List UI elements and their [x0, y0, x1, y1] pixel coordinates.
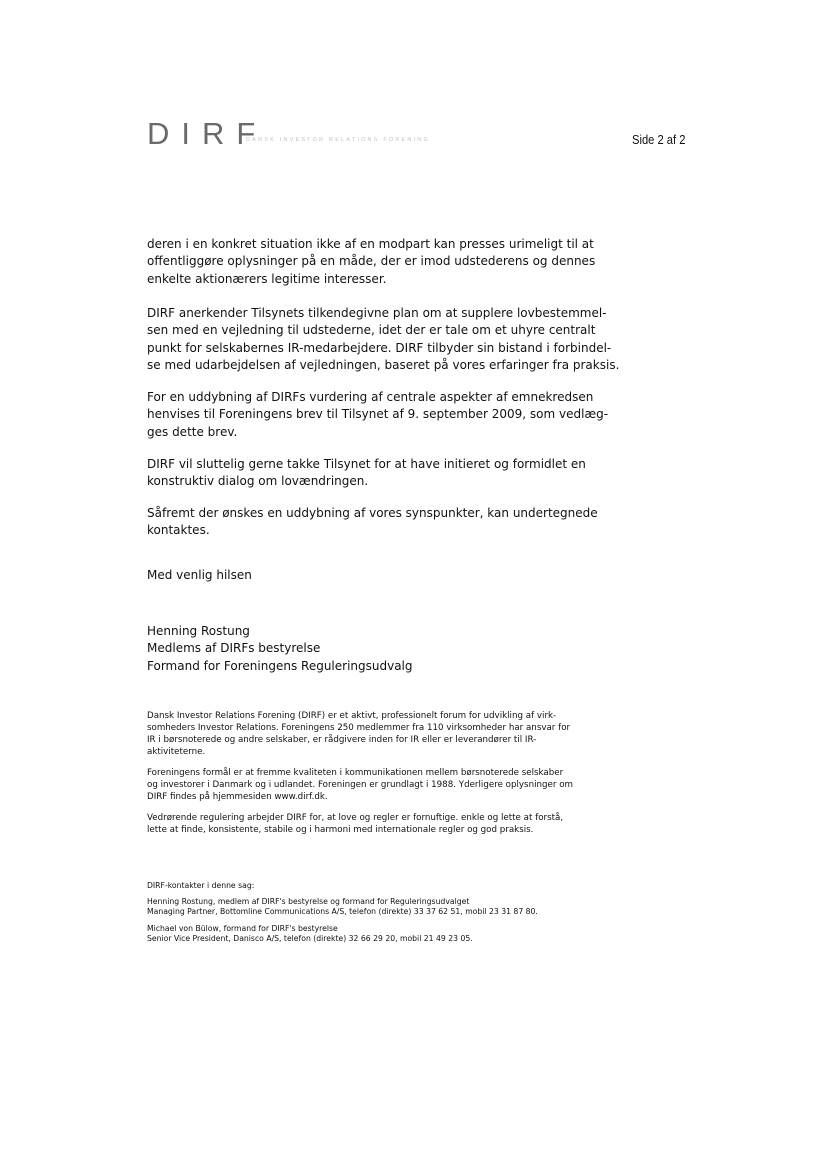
contact-entry: [147, 897, 538, 917]
body-line: Såfremt der ønskes en uddybning af vores synspunkter, kan undertegnede: [147, 506, 598, 520]
logo-text: DIRF: [147, 116, 268, 151]
body-line: konstruktiv dialog om lovændringen.: [147, 474, 369, 489]
body-line: kontaktes.: [147, 523, 210, 538]
logo-tagline: DANSK INVESTOR RELATIONS FORENING: [246, 137, 430, 143]
page-number: Side 2 af 2: [632, 132, 686, 147]
signature-name: Henning Rostung: [147, 624, 250, 638]
about-line: aktiviteterne.: [147, 746, 206, 757]
body-line: sen med en vejledning til udstederne, idet der er tale om et uhyre centralt: [147, 323, 596, 338]
body-paragraph: [147, 456, 586, 491]
about-line: somheders Investor Relations. Foreningens 250 medlemmer fra 110 virksomheder har ansvar for: [147, 722, 571, 733]
about-line: IR i børsnoterede og andre selskaber, er rådgivere inden for IR eller er leverandører til IR-: [147, 734, 537, 745]
about-line: Foreningens formål er at fremme kvaliteten i kommunikationen mellem børsnoterede selskaber: [147, 768, 564, 778]
contact-line: Michael von Bülow, formand for DIRF's bestyrelse: [147, 924, 338, 933]
closing-greeting: [147, 567, 252, 584]
about-line: og investorer i Danmark og i udlandet. Foreningen er grundlagt i 1988. Yderligere oplysninger om: [147, 779, 573, 790]
contact-line: Henning Rostung, medlem af DIRF's bestyrelse og formand for Reguleringsudvalget: [147, 897, 470, 906]
body-line: offentliggøre oplysninger på en måde, der er imod udstederens og dennes: [147, 254, 596, 269]
about-line: DIRF findes på hjemmesiden www.dirf.dk.: [147, 791, 328, 802]
body-paragraph: [147, 305, 619, 374]
about-paragraph: [147, 711, 570, 759]
body-paragraph: [147, 389, 608, 441]
about-paragraph: [147, 768, 573, 804]
body-paragraph: [147, 236, 595, 288]
body-line: henvises til Foreningens brev til Tilsynet af 9. september 2009, som vedlæg-: [147, 407, 609, 422]
signature-block: [147, 623, 413, 675]
body-line: se med udarbejdelsen af vejledningen, baseret på vores erfaringer fra praksis.: [147, 357, 620, 372]
body-line: deren i en konkret situation ikke af en modpart kan presses urimeligt til at: [147, 237, 594, 251]
body-line: ges dette brev.: [147, 424, 238, 439]
about-line: Vedrørende regulering arbejder DIRF for, at love og regler er fornuftige. enkle og lette at forstå,: [147, 813, 564, 823]
body-line: enkelte aktionærers legitime interesser.: [147, 271, 387, 286]
closing-line: Med venlig hilsen: [147, 568, 252, 582]
contact-line: Managing Partner, Bottomline Communications A/S, telefon (direkte) 33 37 62 51, mobil 23 31 87 80.: [147, 907, 538, 916]
about-line: lette at finde, konsistente, stabile og i harmoni med internationale regler og god praksis.: [147, 824, 534, 835]
body-line: DIRF vil sluttelig gerne takke Tilsynet for at have initieret og formidlet en: [147, 457, 586, 471]
signature-title: Medlems af DIRFs bestyrelse: [147, 641, 321, 656]
contacts-heading: [147, 881, 254, 891]
body-line: punkt for selskabernes IR-medarbejdere. DIRF tilbyder sin bistand i forbindel-: [147, 340, 612, 355]
contact-entry: [147, 924, 473, 944]
body-line: DIRF anerkender Tilsynets tilkendegivne plan om at supplere lovbestemmel-: [147, 306, 607, 320]
body-line: For en uddybning af DIRFs vurdering af centrale aspekter af emnekredsen: [147, 390, 594, 404]
signature-title: Formand for Foreningens Reguleringsudvalg: [147, 658, 413, 673]
contacts-heading-text: DIRF-kontakter i denne sag:: [147, 881, 255, 890]
about-paragraph: [147, 813, 563, 837]
contact-line: Senior Vice President, Danisco A/S, telefon (direkte) 32 66 29 20, mobil 21 49 23 05.: [147, 934, 473, 943]
about-line: Dansk Investor Relations Forening (DIRF) er et aktivt, professionelt forum for udvikling af virk-: [147, 711, 557, 721]
body-paragraph: [147, 505, 598, 540]
